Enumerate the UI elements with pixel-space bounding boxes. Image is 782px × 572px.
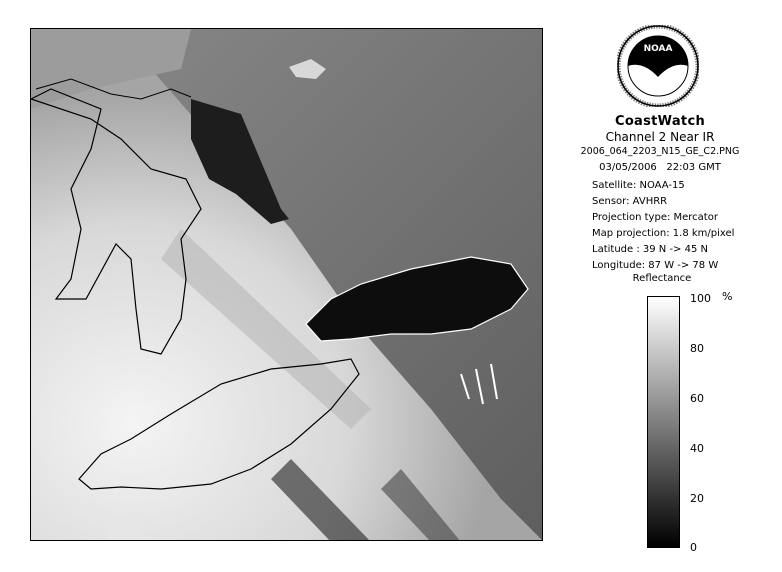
app-title: CoastWatch [614,114,706,129]
colorbar-tick: 60 [690,392,704,405]
satellite-label: Satellite: NOAA-15 [592,180,685,191]
colorbar-tick: 0 [690,541,697,554]
projection-type-label: Projection type: Mercator [592,212,718,223]
colorbar-unit: % [722,290,733,303]
sensor-label: Sensor: AVHRR [592,196,668,207]
colorbar-tick: 20 [690,492,704,505]
map-projection-label: Map projection: 1.8 km/pixel [592,228,735,239]
colorbar-tick: 40 [690,442,704,455]
time-value: 22:03 GMT [666,162,721,173]
longitude-label: Longitude: 87 W -> 78 W [592,260,719,271]
satellite-map[interactable] [30,28,543,541]
reflectance-colorbar [647,296,680,548]
latitude-label: Latitude : 39 N -> 45 N [592,244,708,255]
noaa-logo-text: NOAA [643,44,673,54]
noaa-logo-icon [617,25,699,107]
colorbar-title: Reflectance [632,273,692,284]
channel-label: Channel 2 Near IR [605,130,715,144]
date-value: 03/05/2006 [599,162,657,173]
filename-label: 2006_064_2203_N15_GE_C2.PNG [580,146,740,157]
colorbar-tick: 100 [690,292,711,305]
datetime-label [560,162,760,173]
colorbar-tick: 80 [690,342,704,355]
